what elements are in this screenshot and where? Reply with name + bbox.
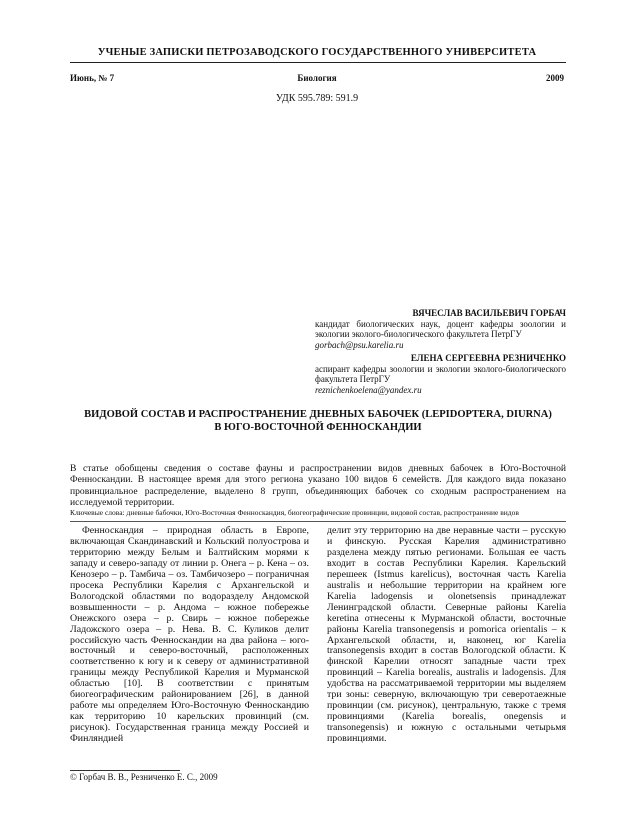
footnote-rule xyxy=(70,770,180,771)
header-rule xyxy=(70,62,566,63)
author-block-1 xyxy=(315,308,566,350)
body-column-left xyxy=(70,526,309,745)
article-title xyxy=(70,409,566,434)
year-label: 2009 xyxy=(546,73,564,83)
author-name: ЕЛЕНА СЕРГЕЕВНА РЕЗНИЧЕНКО xyxy=(410,353,566,363)
copyright-note: © Горбач В. В., Резниченко Е. С., 2009 xyxy=(70,772,218,782)
article-title-line-2: В ЮГО-ВОСТОЧНОЙ ФЕННОСКАНДИИ xyxy=(214,421,422,433)
body-paragraph: делит эту территорию на две неравные части – русскую и финскую. Русская Карелия административно разделена между пятью регионами. Большая ее часть входит в состав Республики Карелия. Карельский перешеек (Istmus karelicus), восточная часть Karelia australis и небольшие территории на крайнем юге Karelia ladogensis и olonetsensis принадлежат Ленинградской области. Северные районы Karelia keretina отнесены к Мурманской области, восточные районы Karelia transonegensis и pomorica orientalis – к Архангельской области, и, наконец, юг Karelia transonegensis входит в состав Вологодской области. К финской Карелии относят западные части трех провинций – Karelia borealis, australis и ladogensis. Для удобства на рассматриваемой территории мы выделяем три зоны: северную, включающую три северотаежные провинции (см. рисунок), центральную, также с тремя провинциями (Karelia borealis, onegensis и transonegensis) и южную с остальными четырьмя провинциями. xyxy=(327,525,566,745)
author-position: аспирант кафедры зоологии и экологии эколого-биологического факультета ПетрГУ xyxy=(315,363,566,385)
udc-code: УДК 595.789: 591.9 xyxy=(275,93,359,104)
author-name: ВЯЧЕСЛАВ ВАСИЛЬЕВИЧ ГОРБАЧ xyxy=(412,308,566,318)
abstract-rule xyxy=(70,521,566,522)
issue-label: Июнь, № 7 xyxy=(70,73,115,83)
body-paragraph: Фенноскандия – природная область в Европе, включающая Скандинавский и Кольский полуострова и территорию между Белым и Балтийским морями к западу и северо-западу от линии р. Онега – р. Кена – оз. Кенозеро – р. Тамбича – оз. Тамбичозеро – пограничная просека Республики Карелия с Архангельской и Вологодской областями по водоразделу Андомской возвышенности – р. Андома – южное побережье Онежского озера – р. Свирь – южное побережье Ладожского озера – р. Нева. В. С. Куликов делит российскую часть Фенноскандии на два района – юго-восточный и северо-восточный, расположенных соответственно к югу и к северу от административной границы между Республикой Карелия и Мурманской областью [10]. В соответствии с принятым биогеографическим районированием [26], в данной работе мы определяем Юго-Восточную Фенноскандию как территорию 10 карельских провинций (см. рисунок). Государственная граница между Россией и Финляндией xyxy=(70,525,309,745)
author-block-2 xyxy=(315,353,566,395)
abstract: В статье обобщены сведения о составе фауны и распространении видов дневных бабочек в Юго-Восточной Фенноскандии. В настоящее время для этого региона указано 100 видов 6 семейств. Для каждого вида показано провинциальное распределение, выделено 8 групп, объединяющих бабочек со сходным распространением на исследуемой территории. xyxy=(70,463,566,508)
author-email[interactable]: reznichenkoelena@yandex.ru xyxy=(315,384,422,395)
journal-title: УЧЕНЫЕ ЗАПИСКИ ПЕТРОЗАВОДСКОГО ГОСУДАРСТВЕННОГО УНИВЕРСИТЕТА xyxy=(97,47,537,58)
article-title-line-1: ВИДОВОЙ СОСТАВ И РАСПРОСТРАНЕНИЕ ДНЕВНЫХ БАБОЧЕК (LEPIDOPTERA, DIURNA) xyxy=(84,409,552,420)
keywords: Ключевые слова: дневные бабочки, Юго-Восточная Фенноскандия, биогеографические провинции, видовой состав, распространение видов xyxy=(70,508,519,517)
author-email[interactable]: gorbach@psu.karelia.ru xyxy=(315,339,404,350)
section-label: Биология xyxy=(297,73,337,83)
body-column-right xyxy=(327,526,566,745)
author-position: кандидат биологических наук, доцент кафедры зоологии и экологии эколого-биологического факультета ПетрГУ xyxy=(315,318,566,340)
